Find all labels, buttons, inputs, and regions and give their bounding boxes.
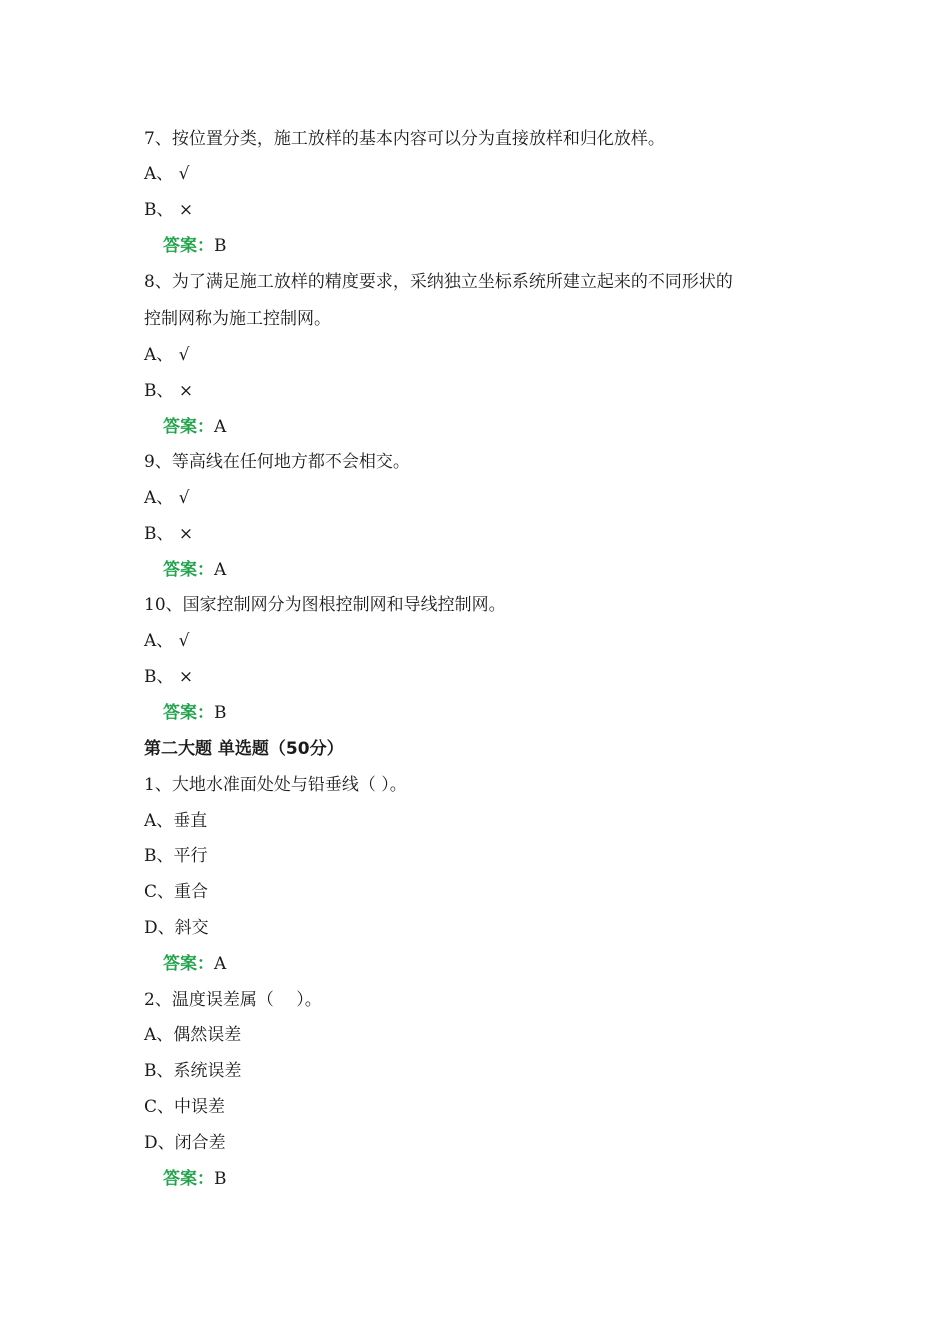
answer-label: 答案： xyxy=(163,1169,214,1189)
answer-label: 答案： xyxy=(163,417,214,437)
question-text: 10、国家控制网分为图根控制网和导线控制网。 xyxy=(144,595,506,615)
answer-label: 答案： xyxy=(163,560,214,580)
question-text: 8、为了满足施工放样的精度要求，采纳独立坐标系统所建立起来的不同形状的 xyxy=(144,272,733,292)
answer-value: A xyxy=(214,954,227,974)
answer-label: 答案： xyxy=(163,703,214,723)
option-text: B、系统误差 xyxy=(144,1061,242,1081)
answer-line xyxy=(163,1168,227,1190)
answer-value: B xyxy=(214,703,227,723)
question-text: 7、按位置分类，施工放样的基本内容可以分为直接放样和归化放样。 xyxy=(144,129,665,149)
option-text: A、垂直 xyxy=(144,811,208,831)
option-text: B、 × xyxy=(144,200,194,220)
answer-value: A xyxy=(214,560,227,580)
option-text: B、 × xyxy=(144,524,194,544)
option-text: A、 √ xyxy=(144,345,190,365)
question-text: 9、等高线在任何地方都不会相交。 xyxy=(144,452,410,472)
option-text: B、 × xyxy=(144,381,194,401)
answer-label: 答案： xyxy=(163,236,214,256)
option-text: C、重合 xyxy=(144,882,209,902)
option-text: A、偶然误差 xyxy=(144,1025,242,1045)
answer-value: B xyxy=(214,236,227,256)
answer-value: A xyxy=(214,417,227,437)
option-text: B、平行 xyxy=(144,846,208,866)
option-text: C、中误差 xyxy=(144,1097,226,1117)
option-text: A、 √ xyxy=(144,488,190,508)
answer-line xyxy=(163,953,226,975)
answer-line xyxy=(163,559,226,581)
question-text: 1、大地水准面处处与铅垂线（ ）。 xyxy=(144,775,407,795)
option-text: B、 × xyxy=(144,667,194,687)
option-text: D、斜交 xyxy=(144,918,209,938)
answer-value: B xyxy=(214,1169,227,1189)
question-text: 2、温度误差属（ ）。 xyxy=(144,990,322,1010)
option-text: A、 √ xyxy=(144,631,190,651)
answer-line xyxy=(163,235,227,257)
question-text: 控制网称为施工控制网。 xyxy=(144,309,331,329)
section-heading: 第二大题 单选题（50分） xyxy=(144,739,344,759)
answer-label: 答案： xyxy=(163,954,214,974)
answer-line xyxy=(163,702,227,724)
option-text: A、 √ xyxy=(144,164,190,184)
option-text: D、闭合差 xyxy=(144,1133,226,1153)
answer-line xyxy=(163,416,226,438)
